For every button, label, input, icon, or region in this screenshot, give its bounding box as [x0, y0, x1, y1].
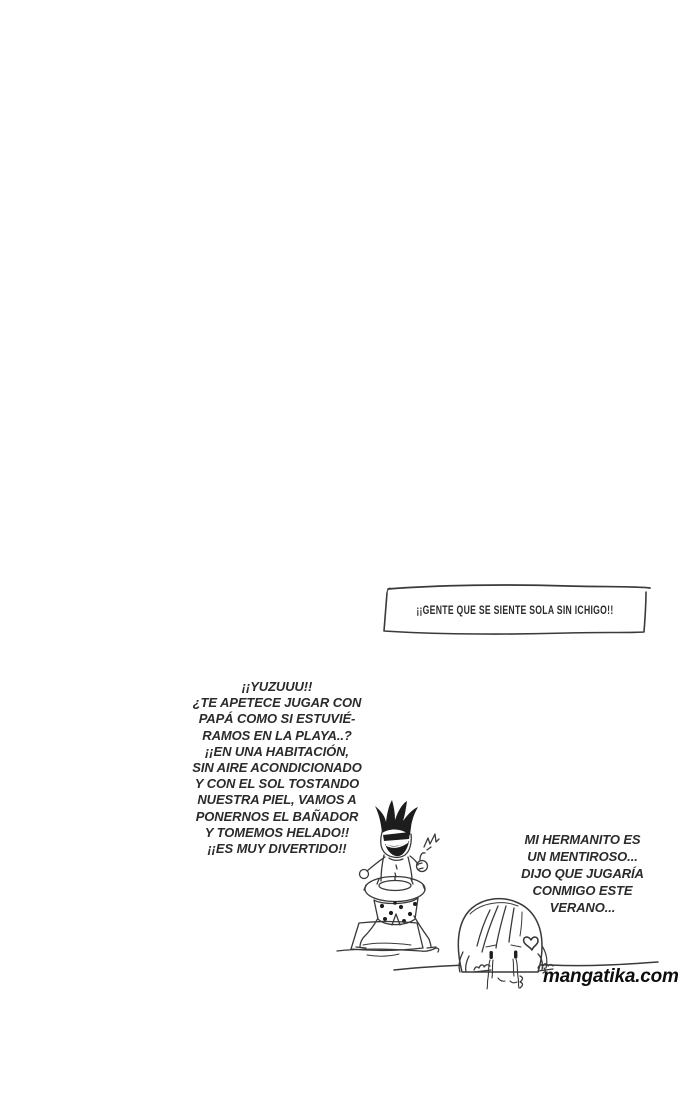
- dialog-line: NUESTRA PIEL, VAMOS A: [197, 792, 357, 808]
- dialog-line: DIJO QUE JUGARÍA: [521, 866, 644, 881]
- watermark-text: mangatika.com: [543, 966, 679, 987]
- dialog-line: Y CON EL SOL TOSTANDO: [194, 776, 360, 792]
- dialog-line: PONERNOS EL BAÑADOR: [195, 808, 359, 824]
- dialog-line: ¡¡EN UNA HABITACIÓN,: [205, 743, 349, 759]
- dialog-line: CONMIGO ESTE: [532, 883, 633, 898]
- dialog-line: ¿TE APETECE JUGAR CON: [192, 695, 362, 711]
- father-thumbs-up-sketch: [333, 799, 439, 959]
- dialog-line: RAMOS EN LA PLAYA..?: [202, 727, 352, 743]
- caption-box: [383, 588, 647, 632]
- dialog-line: PAPÁ COMO SI ESTUVIÉ-: [198, 711, 356, 727]
- dialog-line: VERANO...: [549, 900, 616, 915]
- dialog-line: Y TOMEMOS HELADO!!: [204, 824, 350, 840]
- dialog-line: MI HERMANITO ES: [524, 832, 641, 847]
- caption-text: ¡¡GENTE QUE SE SIENTE SOLA SIN ICHIGO!!: [416, 603, 614, 617]
- dialog-line: ¡¡ES MUY DIVERTIDO!!: [207, 841, 347, 857]
- dialog-line: UN MENTIROSO...: [527, 849, 638, 864]
- dialog-line: SIN AIRE ACONDICIONADO: [192, 760, 362, 776]
- dialog-line: ¡¡YUZUUU!!: [241, 679, 313, 694]
